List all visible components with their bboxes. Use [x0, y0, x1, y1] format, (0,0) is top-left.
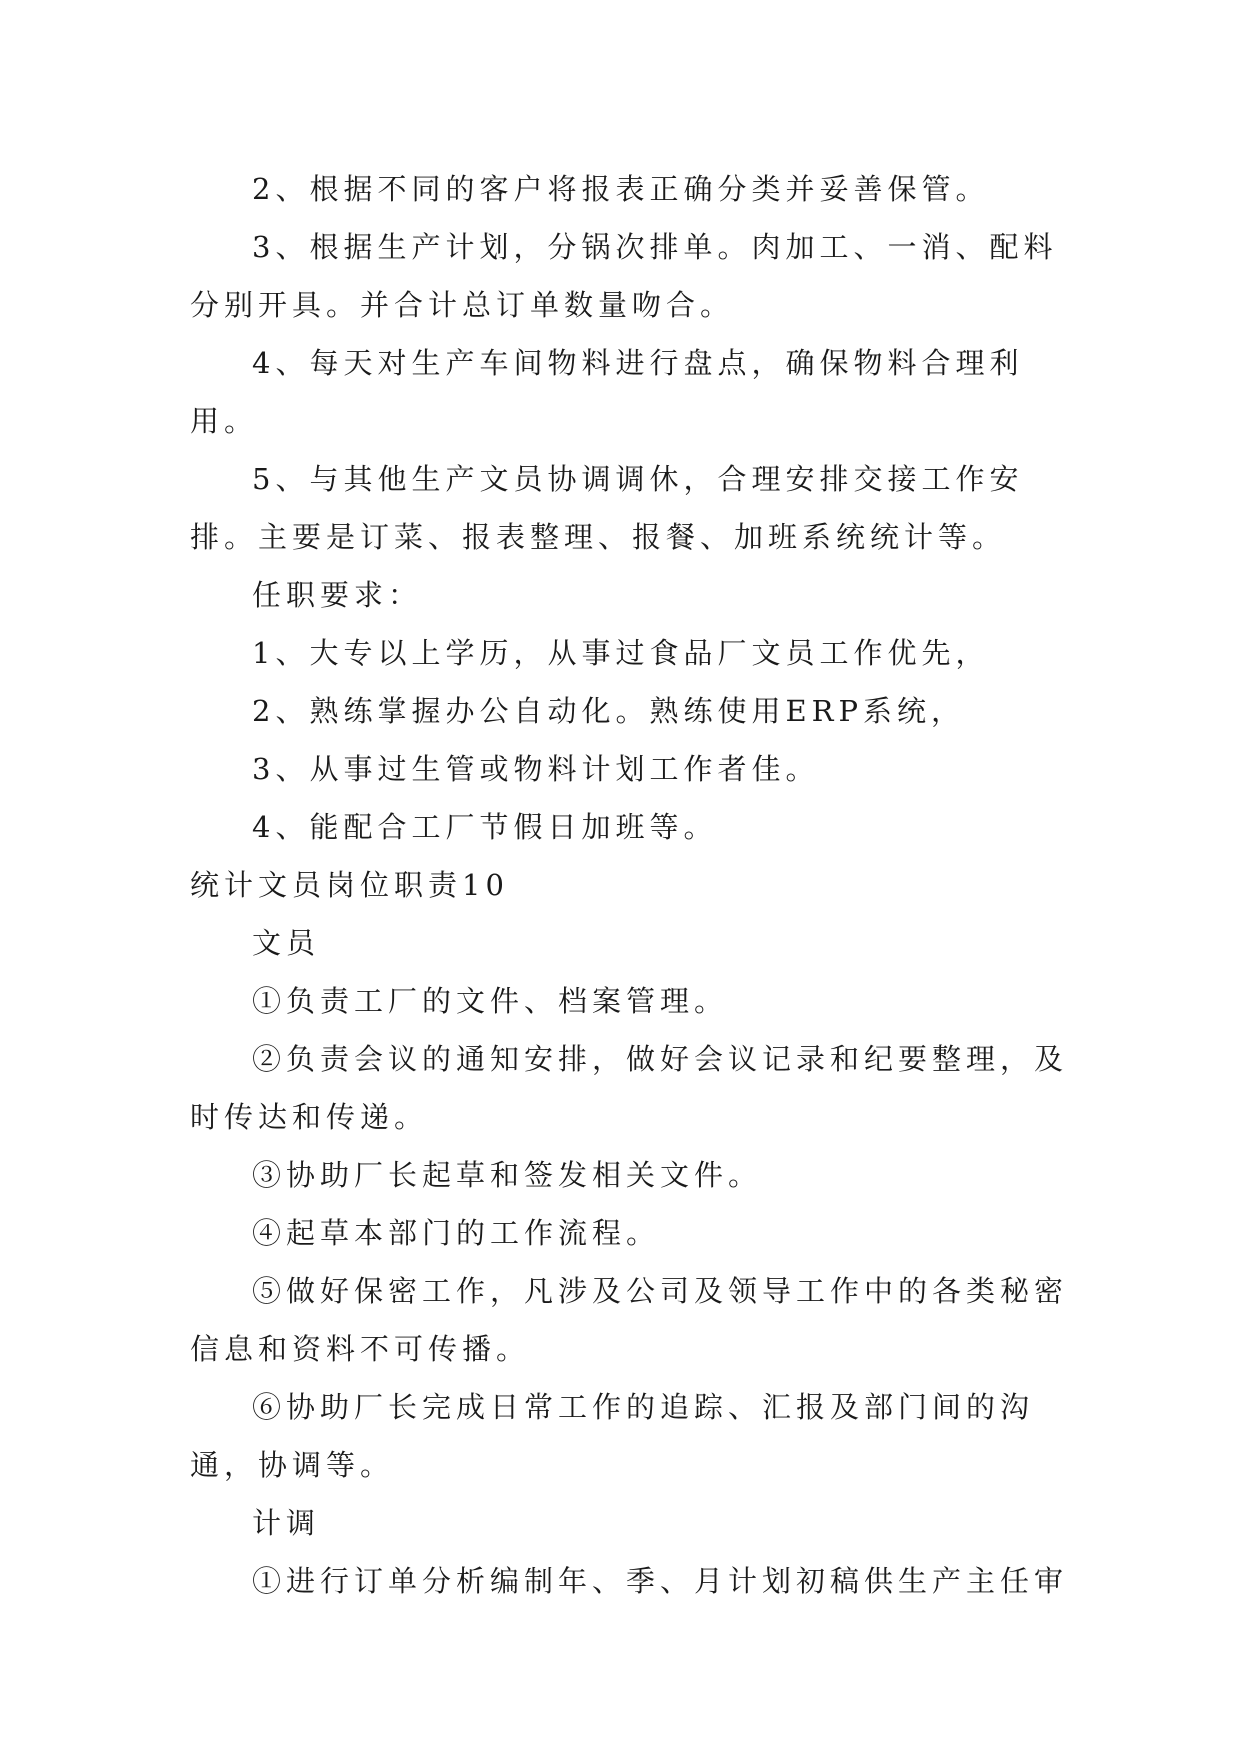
clerk-duty-5: ⑤做好保密工作，凡涉及公司及领导工作中的各类秘密信息和资料不可传播。 [190, 1274, 1069, 1366]
requirement-4: 4、能配合工厂节假日加班等。 [252, 810, 718, 844]
paragraph-duty-5: 5、与其他生产文员协调调休，合理安排交接工作安排。主要是订菜、报表整理、报餐、加班系统统计等。 [190, 462, 1024, 554]
requirement-2: 2、熟练掌握办公自动化。熟练使用ERP系统， [252, 694, 965, 728]
clerk-duty-2: ②负责会议的通知安排，做好会议记录和纪要整理，及时传达和传递。 [190, 1042, 1069, 1134]
clerk-duty-1: ①负责工厂的文件、档案管理。 [252, 984, 729, 1018]
clerk-duty-3: ③协助厂长起草和签发相关文件。 [252, 1158, 763, 1192]
planning-duty-1: ①进行订单分析编制年、季、月计划初稿供生产主任审 [252, 1564, 1069, 1598]
document-body [190, 160, 1070, 1610]
requirement-3: 3、从事过生管或物料计划工作者佳。 [252, 752, 820, 786]
requirement-1: 1、大专以上学历，从事过食品厂文员工作优先， [252, 636, 990, 670]
section-title: 统计文员岗位职责10 [190, 868, 509, 902]
paragraph-duty-3: 3、根据生产计划，分锅次排单。肉加工、一消、配料分别开具。并合计总订单数量吻合。 [190, 230, 1058, 322]
clerk-duty-4: ④起草本部门的工作流程。 [252, 1216, 661, 1250]
clerk-duty-6: ⑥协助厂长完成日常工作的追踪、汇报及部门间的沟通，协调等。 [190, 1390, 1035, 1482]
requirements-heading: 任职要求： [252, 578, 423, 612]
subsection-planning: 计调 [252, 1506, 321, 1540]
paragraph-duty-2: 2、根据不同的客户将报表正确分类并妥善保管。 [252, 172, 990, 206]
paragraph-duty-4: 4、每天对生产车间物料进行盘点，确保物料合理利用。 [190, 346, 1024, 438]
subsection-clerk: 文员 [252, 926, 321, 960]
